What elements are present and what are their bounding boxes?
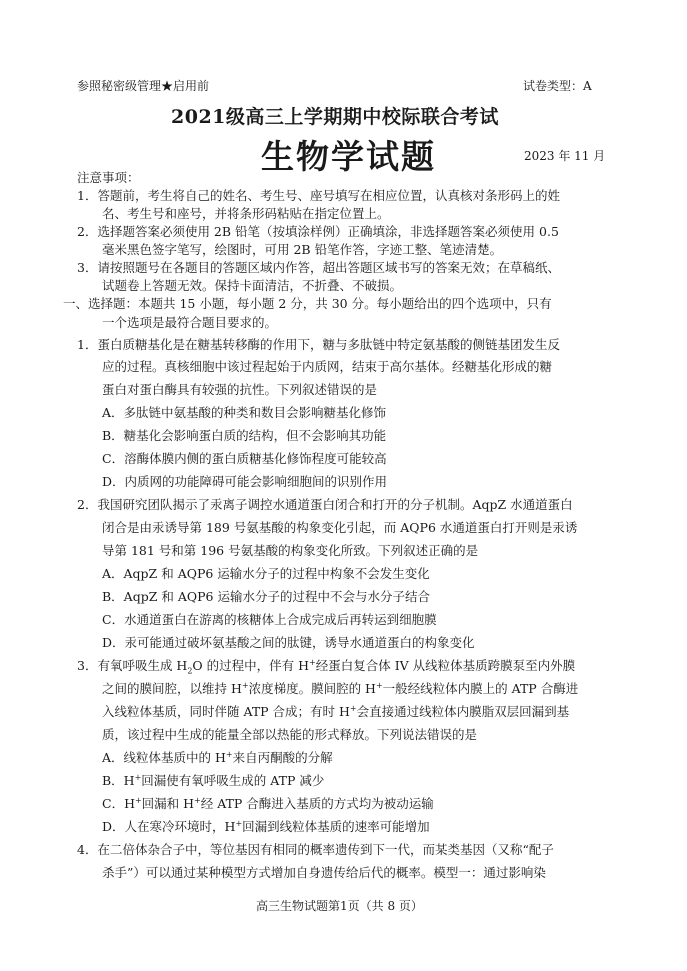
q1-option-d: D．内质网的功能障碍可能会影响细胞间的识别作用 bbox=[102, 474, 388, 489]
q2-stem-cont-2: 导第 181 号和第 196 号氨基酸的构象变化所致。下列叙述正确的是 bbox=[102, 543, 479, 558]
exam-date: 2023 年 11 月 bbox=[524, 149, 606, 163]
section-1-heading-cont: 一个选项是最符合题目要求的。 bbox=[102, 315, 278, 330]
q4-stem-cont-1: 杀手”）可以通过某种模型方式增加自身遗传给后代的概率。模型一：通过影响染 bbox=[102, 865, 546, 880]
security-label: 参照秘密级管理★启用前 bbox=[77, 79, 210, 93]
q3-stem-cont-2: 入线粒体基质，同时伴随 ATP 合成；有时 H+会直接通过线粒体内膜脂双层回漏到基 bbox=[102, 703, 570, 719]
q3-option-c: C．H+回漏和 H+经 ATP 合酶进入基质的方式均为被动运输 bbox=[102, 795, 434, 811]
section-1-heading: 一、选择题：本题共 15 小题，每小题 2 分，共 30 分。每小题给出的四个选项中，只有 bbox=[63, 296, 552, 311]
q3-stem: 3．有氧呼吸生成 $H_2O$ 的过程中，伴有 H+经蛋白复合体 IV 从线粒体基质跨膜泵至内外膜 bbox=[77, 657, 576, 676]
q2-option-d: D．汞可能通过破坏氨基酸之间的肽键，诱导水通道蛋白的构象变化 bbox=[102, 635, 475, 650]
q3-stem-cont-1: 之间的膜间腔，以维持 H+浓度梯度。膜间腔的 H+一般经线粒体内膜上的 ATP 合酶进 bbox=[102, 680, 579, 696]
q2-stem: 2．我国研究团队揭示了汞离子调控水通道蛋白闭合和打开的分子机制。AqpZ 水通道蛋白 bbox=[77, 497, 573, 512]
notice-item-1: 1．答题前，考生将自己的姓名、考生号、座号填写在相应位置，认真核对条形码上的姓 bbox=[77, 188, 560, 203]
q1-stem-cont-1: 应的过程。真核细胞中该过程起始于内质网，结束于高尔基体。经糖基化形成的糖 bbox=[102, 359, 553, 374]
q1-option-a: A．多肽链中氨基酸的种类和数目会影响糖基化修饰 bbox=[102, 405, 387, 420]
q3-option-a: A．线粒体基质中的 H+来自丙酮酸的分解 bbox=[102, 749, 333, 765]
notice-item-3-cont: 试题卷上答题无效。保持卡面清洁，不折叠、不破损。 bbox=[102, 278, 403, 293]
q1-option-c: C．溶酶体膜内侧的蛋白质糖基化修饰程度可能较高 bbox=[102, 451, 387, 466]
q2-option-c: C．水通道蛋白在游离的核糖体上合成完成后再转运到细胞膜 bbox=[102, 612, 437, 627]
notice-item-2: 2．选择题答案必须使用 2B 铅笔（按填涂样例）正确填涂，非选择题答案必须使用 0.5 bbox=[77, 224, 559, 239]
q1-stem-cont-2: 蛋白对蛋白酶具有较强的抗性。下列叙述错误的是 bbox=[102, 382, 378, 397]
q3-stem-cont-3: 质，该过程中生成的能量全部以热能的形式释放。下列说法错误的是 bbox=[102, 727, 478, 742]
page-footer: 高三生物试题第1页（共 8 页） bbox=[256, 899, 423, 913]
notice-heading: 注意事项： bbox=[77, 170, 140, 185]
notice-item-3: 3．请按照题号在各题目的答题区域内作答，超出答题区域书写的答案无效；在草稿纸、 bbox=[77, 260, 560, 275]
notice-item-2-cont: 毫米黑色签字笔写，绘图时，可用 2B 铅笔作答，字迹工整、笔迹清楚。 bbox=[102, 242, 503, 257]
q1-stem: 1．蛋白质糖基化是在糖基转移酶的作用下，糖与多肽链中特定氨基酸的侧链基团发生反 bbox=[77, 337, 560, 352]
q2-option-b: B．AqpZ 和 AQP6 运输水分子的过程中不会与水分子结合 bbox=[102, 589, 430, 604]
q2-option-a: A．AqpZ 和 AQP6 运输水分子的过程中构象不会发生变化 bbox=[102, 566, 430, 581]
q2-stem-cont-1: 闭合是由汞诱导第 189 号氨基酸的构象变化引起，而 AQP6 水通道蛋白打开则是汞诱 bbox=[102, 520, 578, 535]
exam-title: 2021级高三上学期期中校际联合考试 bbox=[171, 106, 499, 128]
paper-type-label: 试卷类型：A bbox=[523, 79, 592, 93]
notice-item-1-cont: 名、考生号和座号，并将条形码粘贴在指定位置上。 bbox=[102, 206, 390, 221]
q3-option-d: D．人在寒冷环境时，H+回漏到线粒体基质的速率可能增加 bbox=[102, 818, 430, 834]
q1-option-b: B．糖基化会影响蛋白质的结构，但不会影响其功能 bbox=[102, 428, 387, 443]
q4-stem: 4．在二倍体杂合子中，等位基因有相同的概率遗传到下一代，而某类基因（又称“配子 bbox=[77, 842, 554, 857]
subject-title: 生物学试题 bbox=[261, 137, 436, 176]
q3-option-b: B．H+回漏使有氧呼吸生成的 ATP 减少 bbox=[102, 772, 325, 788]
